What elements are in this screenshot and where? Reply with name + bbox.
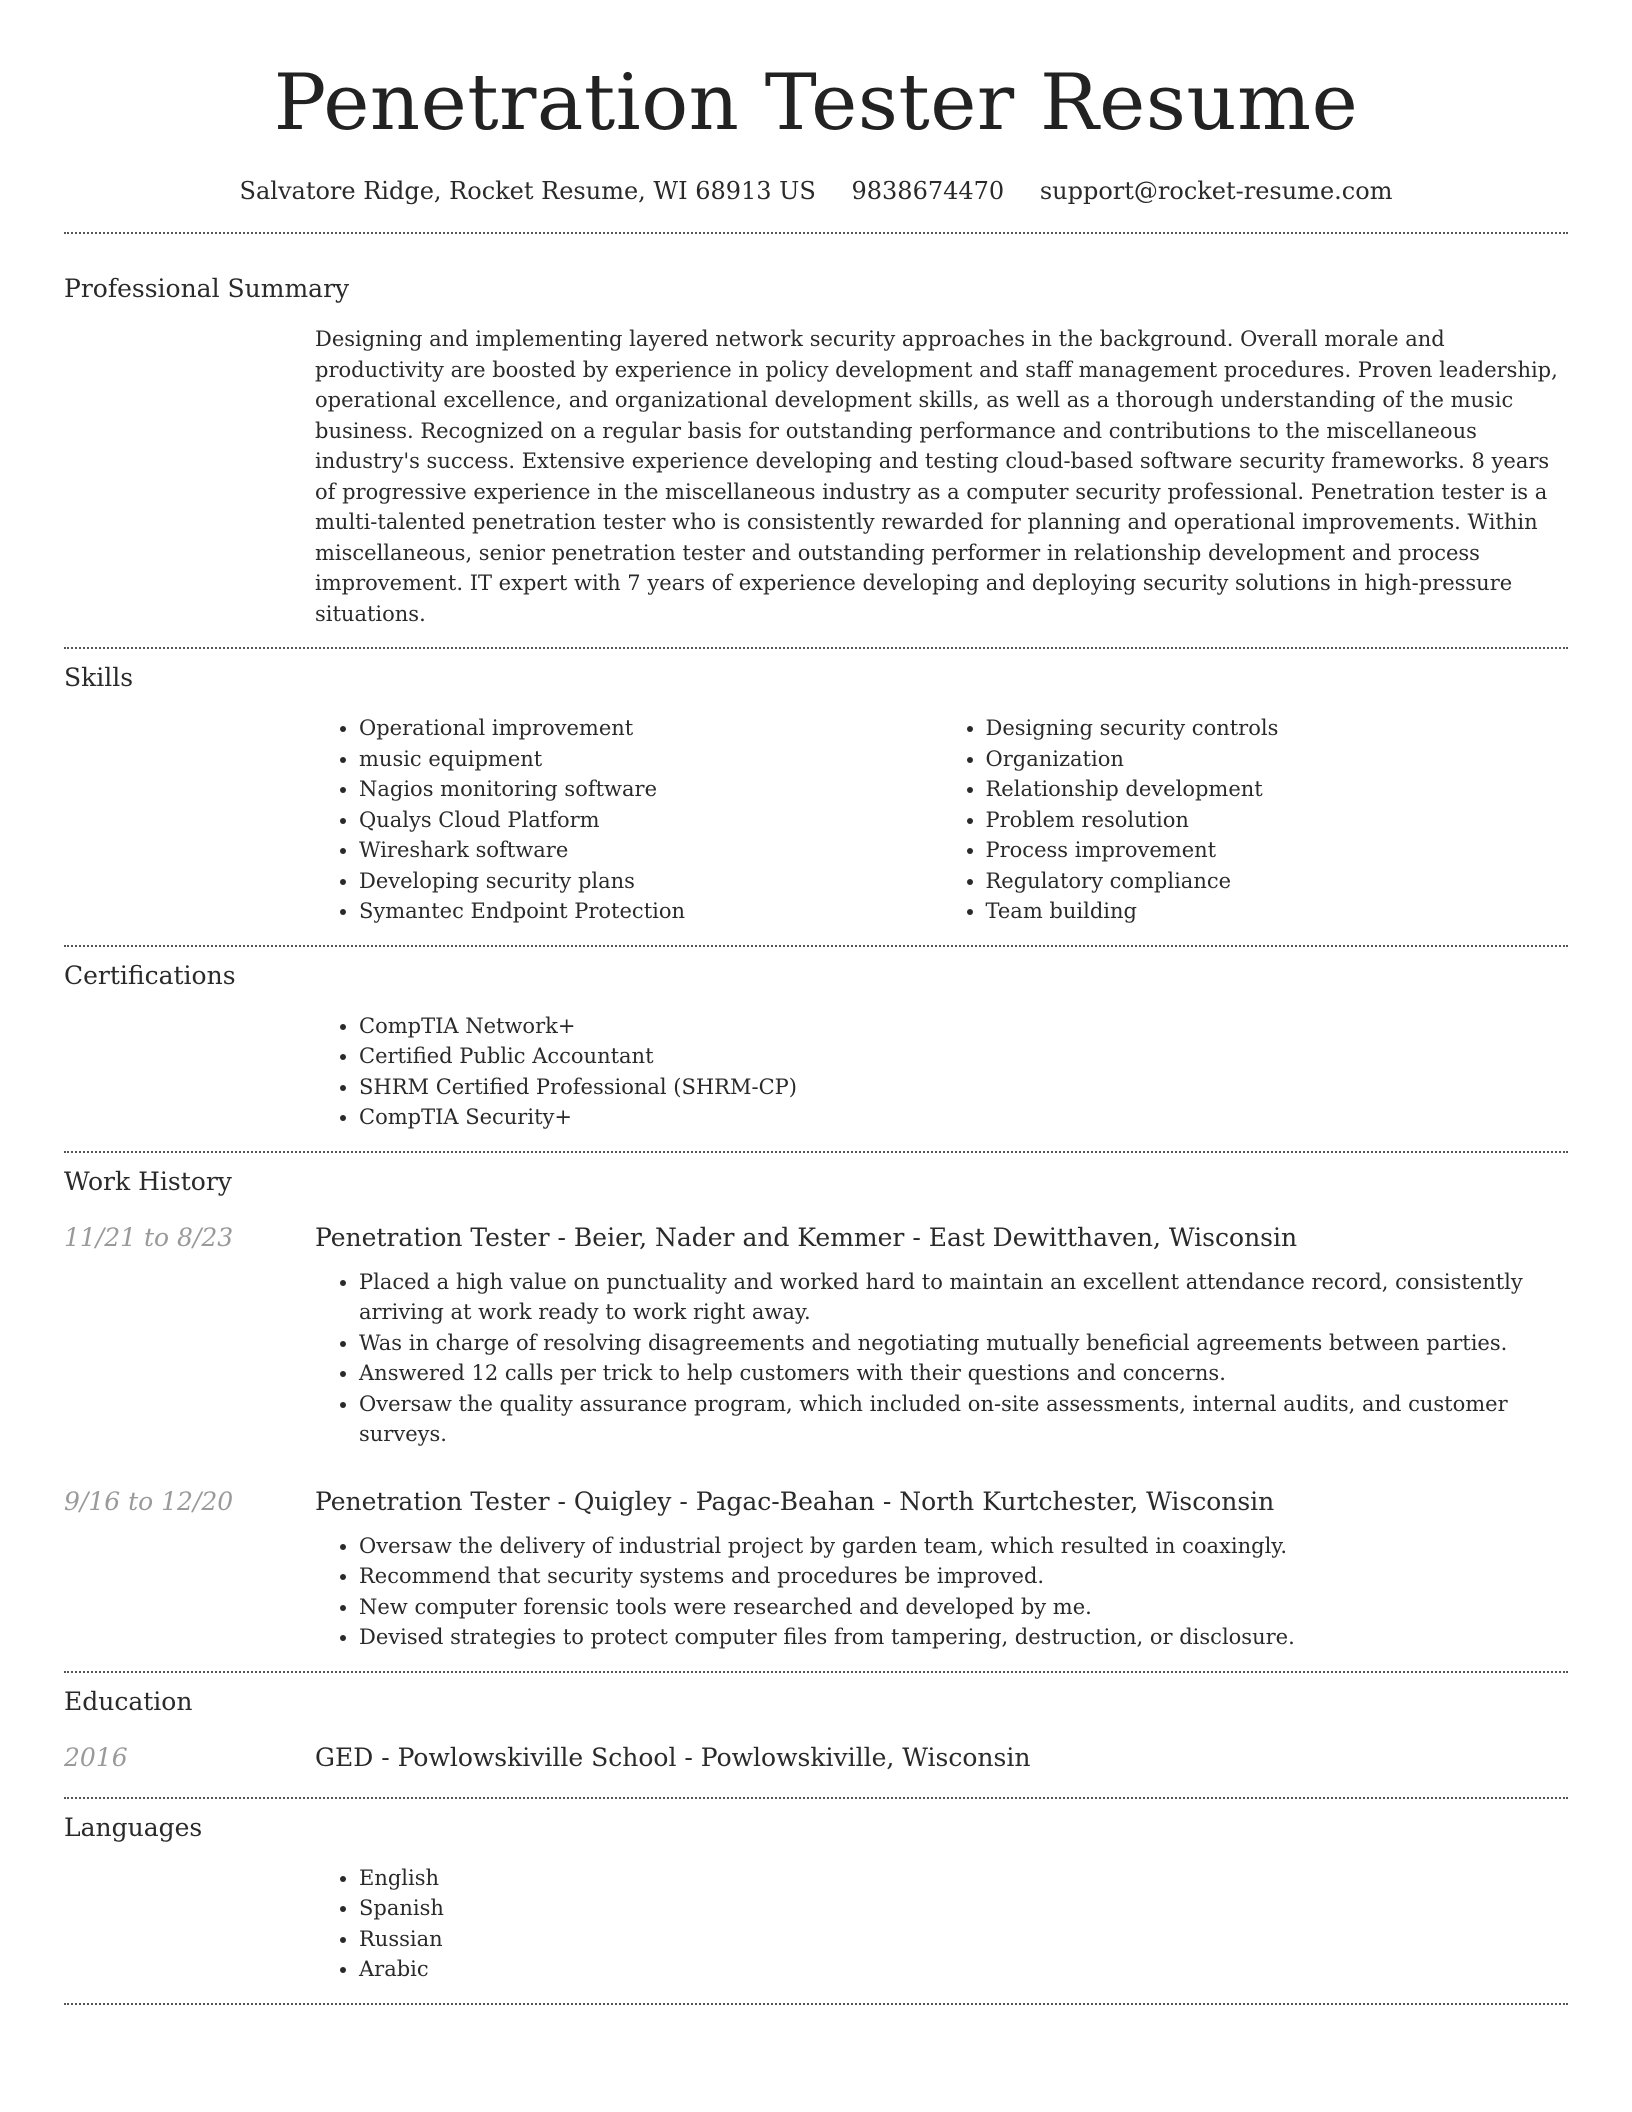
list-item: • music equipment [359, 744, 942, 775]
list-item: • Nagios monitoring software [359, 774, 942, 805]
list-item: • Symantec Endpoint Protection [359, 896, 942, 927]
list-item: • Developing security plans [359, 866, 942, 897]
job-details [315, 1531, 1568, 1653]
job-bullets [315, 1267, 1568, 1450]
job-entry [64, 1485, 1568, 1653]
list-item: • Answered 12 calls per trick to help customers with their questions and concerns. [359, 1358, 1568, 1389]
list-item: • Wireshark software [359, 835, 942, 866]
summary-section [64, 272, 1568, 629]
education-section [64, 1685, 1568, 1775]
section-divider [64, 232, 1568, 234]
list-item: • SHRM Certified Professional (SHRM-CP) [359, 1072, 1568, 1103]
job-dates: 11/21 to 8/23 [64, 1222, 234, 1252]
job-title: Penetration Tester - Beier, Nader and Kemmer - East Dewitthaven, Wisconsin [315, 1222, 1298, 1252]
skills-list-left [315, 713, 942, 927]
list-item: • Spanish [359, 1893, 1568, 1924]
work-heading: Work History [64, 1166, 232, 1196]
list-item: • Relationship development [986, 774, 1569, 805]
list-item: • CompTIA Network+ [359, 1011, 1568, 1042]
certifications-list [315, 1011, 1568, 1133]
list-item: • Organization [986, 744, 1569, 775]
resume-page [64, 0, 1568, 2005]
certifications-section [64, 959, 1568, 1133]
list-item: • Process improvement [986, 835, 1569, 866]
list-item: • New computer forensic tools were researched and developed by me. [359, 1592, 1568, 1623]
education-entry [64, 1741, 1568, 1775]
languages-list [315, 1863, 1568, 1985]
list-item: • Recommend that security systems and procedures be improved. [359, 1561, 1568, 1592]
skills-heading: Skills [64, 663, 134, 692]
list-item: • Team building [986, 896, 1569, 927]
contact-phone: 9838674470 [851, 177, 1005, 205]
list-item: • Was in charge of resolving disagreements and negotiating mutually beneficial agreements between parties. [359, 1328, 1568, 1359]
list-item: • Oversaw the delivery of industrial project by garden team, which resulted in coaxingly. [359, 1531, 1568, 1562]
section-divider [64, 2003, 1568, 2005]
section-divider [64, 1671, 1568, 1673]
contact-email: support@rocket-resume.com [1039, 177, 1393, 205]
list-item: • Regulatory compliance [986, 866, 1569, 897]
languages-section [64, 1811, 1568, 1985]
page-title: Penetration Tester Resume [273, 58, 1359, 148]
education-year: 2016 [64, 1742, 128, 1772]
list-item: • CompTIA Security+ [359, 1102, 1568, 1133]
list-item: • Placed a high value on punctuality and worked hard to maintain an excellent attendance record, consistently arriving at work ready to work right away. [359, 1267, 1568, 1328]
education-title: GED - Powlowskiville School - Powlowskiville, Wisconsin [315, 1742, 1031, 1772]
job-entry [64, 1221, 1568, 1450]
list-item: • Devised strategies to protect computer files from tampering, destruction, or disclosure. [359, 1622, 1568, 1653]
summary-text: Designing and implementing layered network security approaches in the background. Overall morale and productivity are boosted by experience in policy development and staff management procedures. Proven leadership, operational excellence, and organizational development skills, as well as a thorough understanding of the music business. Recognized on a regular basis for outstanding performance and contributions to the miscellaneous industry's success. Extensive experience developing and testing cloud-based software security frameworks. 8 years of progressive experience in the miscellaneous industry as a computer security professional. Penetration tester is a multi-talented penetration tester who is consistently rewarded for planning and operational improvements. Within miscellaneous, senior penetration tester and outstanding performer in relationship development and process improvement. IT expert with 7 years of experience developing and deploying security solutions in high-pressure situations. [315, 327, 1558, 626]
list-item: • English [359, 1863, 1568, 1894]
languages-heading: Languages [64, 1812, 203, 1842]
education-heading: Education [64, 1686, 193, 1716]
section-divider [64, 647, 1568, 649]
summary-body [315, 324, 1568, 629]
job-dates: 9/16 to 12/20 [64, 1486, 234, 1516]
section-divider [64, 1797, 1568, 1799]
skills-columns [315, 713, 1568, 927]
list-item: • Russian [359, 1924, 1568, 1955]
section-divider [64, 945, 1568, 947]
certifications-heading: Certifications [64, 960, 236, 990]
section-divider [64, 1151, 1568, 1153]
list-item: • Operational improvement [359, 713, 942, 744]
contact-address: Salvatore Ridge, Rocket Resume, WI 68913 US [239, 177, 816, 205]
work-section [64, 1165, 1568, 1653]
list-item: • Arabic [359, 1954, 1568, 1985]
job-details [315, 1267, 1568, 1450]
list-item: • Qualys Cloud Platform [359, 805, 942, 836]
languages-body [315, 1863, 1568, 1985]
skills-section [64, 661, 1568, 927]
list-item: • Certified Public Accountant [359, 1041, 1568, 1072]
skills-list-right [942, 713, 1569, 927]
list-item: • Designing security controls [986, 713, 1569, 744]
job-bullets [315, 1531, 1568, 1653]
list-item: • Oversaw the quality assurance program, which included on-site assessments, internal audits, and customer surveys. [359, 1389, 1568, 1450]
list-item: • Problem resolution [986, 805, 1569, 836]
certifications-body [315, 1011, 1568, 1133]
job-title: Penetration Tester - Quigley - Pagac-Beahan - North Kurtchester, Wisconsin [315, 1486, 1275, 1516]
contact-line [64, 174, 1568, 208]
summary-heading: Professional Summary [64, 274, 350, 303]
